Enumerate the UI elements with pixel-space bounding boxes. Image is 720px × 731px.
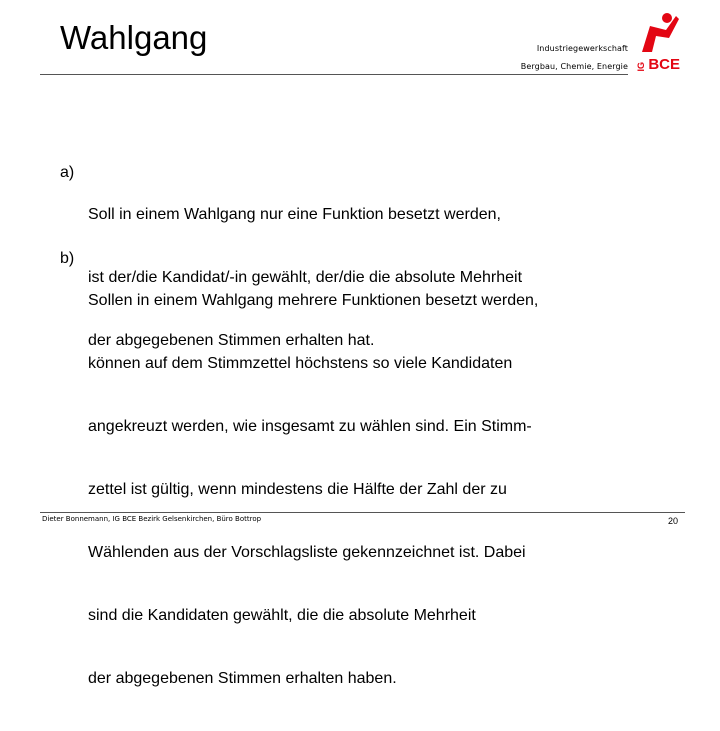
- text-line: zettel ist gültig, wenn mindestens die Hälfte der Zahl der zu: [88, 481, 507, 498]
- list-marker: b): [60, 250, 75, 267]
- text-line: Sollen in einem Wahlgang mehrere Funktionen besetzt werden,: [88, 292, 539, 309]
- logo-wordmark: BCE: [648, 56, 680, 73]
- page-title: Wahlgang: [60, 19, 208, 56]
- org-name-line-1: Industriegewerkschaft: [536, 44, 628, 53]
- text-line: ist der/die Kandidat/-in gewählt, der/die die absolute Mehrheit: [88, 269, 523, 286]
- text-line: können auf dem Stimmzettel höchstens so viele Kandidaten: [88, 355, 513, 372]
- header-divider: [40, 74, 628, 75]
- org-name-line-2: Bergbau, Chemie, Energie: [520, 62, 628, 71]
- footer-author: Dieter Bonnemann, IG BCE Bezirk Gelsenkirchen, Büro Bottrop: [42, 515, 262, 523]
- text-line: der abgegebenen Stimmen erhalten hat.: [88, 332, 375, 349]
- text-line: sind die Kandidaten gewählt, die die absolute Mehrheit: [88, 607, 476, 624]
- text-line: angekreuzt werden, wie insgesamt zu wählen sind. Ein Stimm-: [88, 418, 532, 435]
- paragraph-b: [60, 248, 538, 731]
- text-line: Wählenden aus der Vorschlagsliste gekennzeichnet ist. Dabei: [88, 544, 526, 561]
- logo-prefix: IG: [636, 62, 646, 72]
- footer-divider: [40, 512, 685, 513]
- page-number: 20: [667, 516, 678, 526]
- logo-figure-icon: [636, 12, 680, 54]
- text-line: Soll in einem Wahlgang nur eine Funktion besetzt werden,: [88, 206, 501, 223]
- text-line: der abgegebenen Stimmen erhalten haben.: [88, 670, 397, 687]
- list-marker: a): [60, 164, 75, 181]
- igbce-logo: [636, 12, 680, 72]
